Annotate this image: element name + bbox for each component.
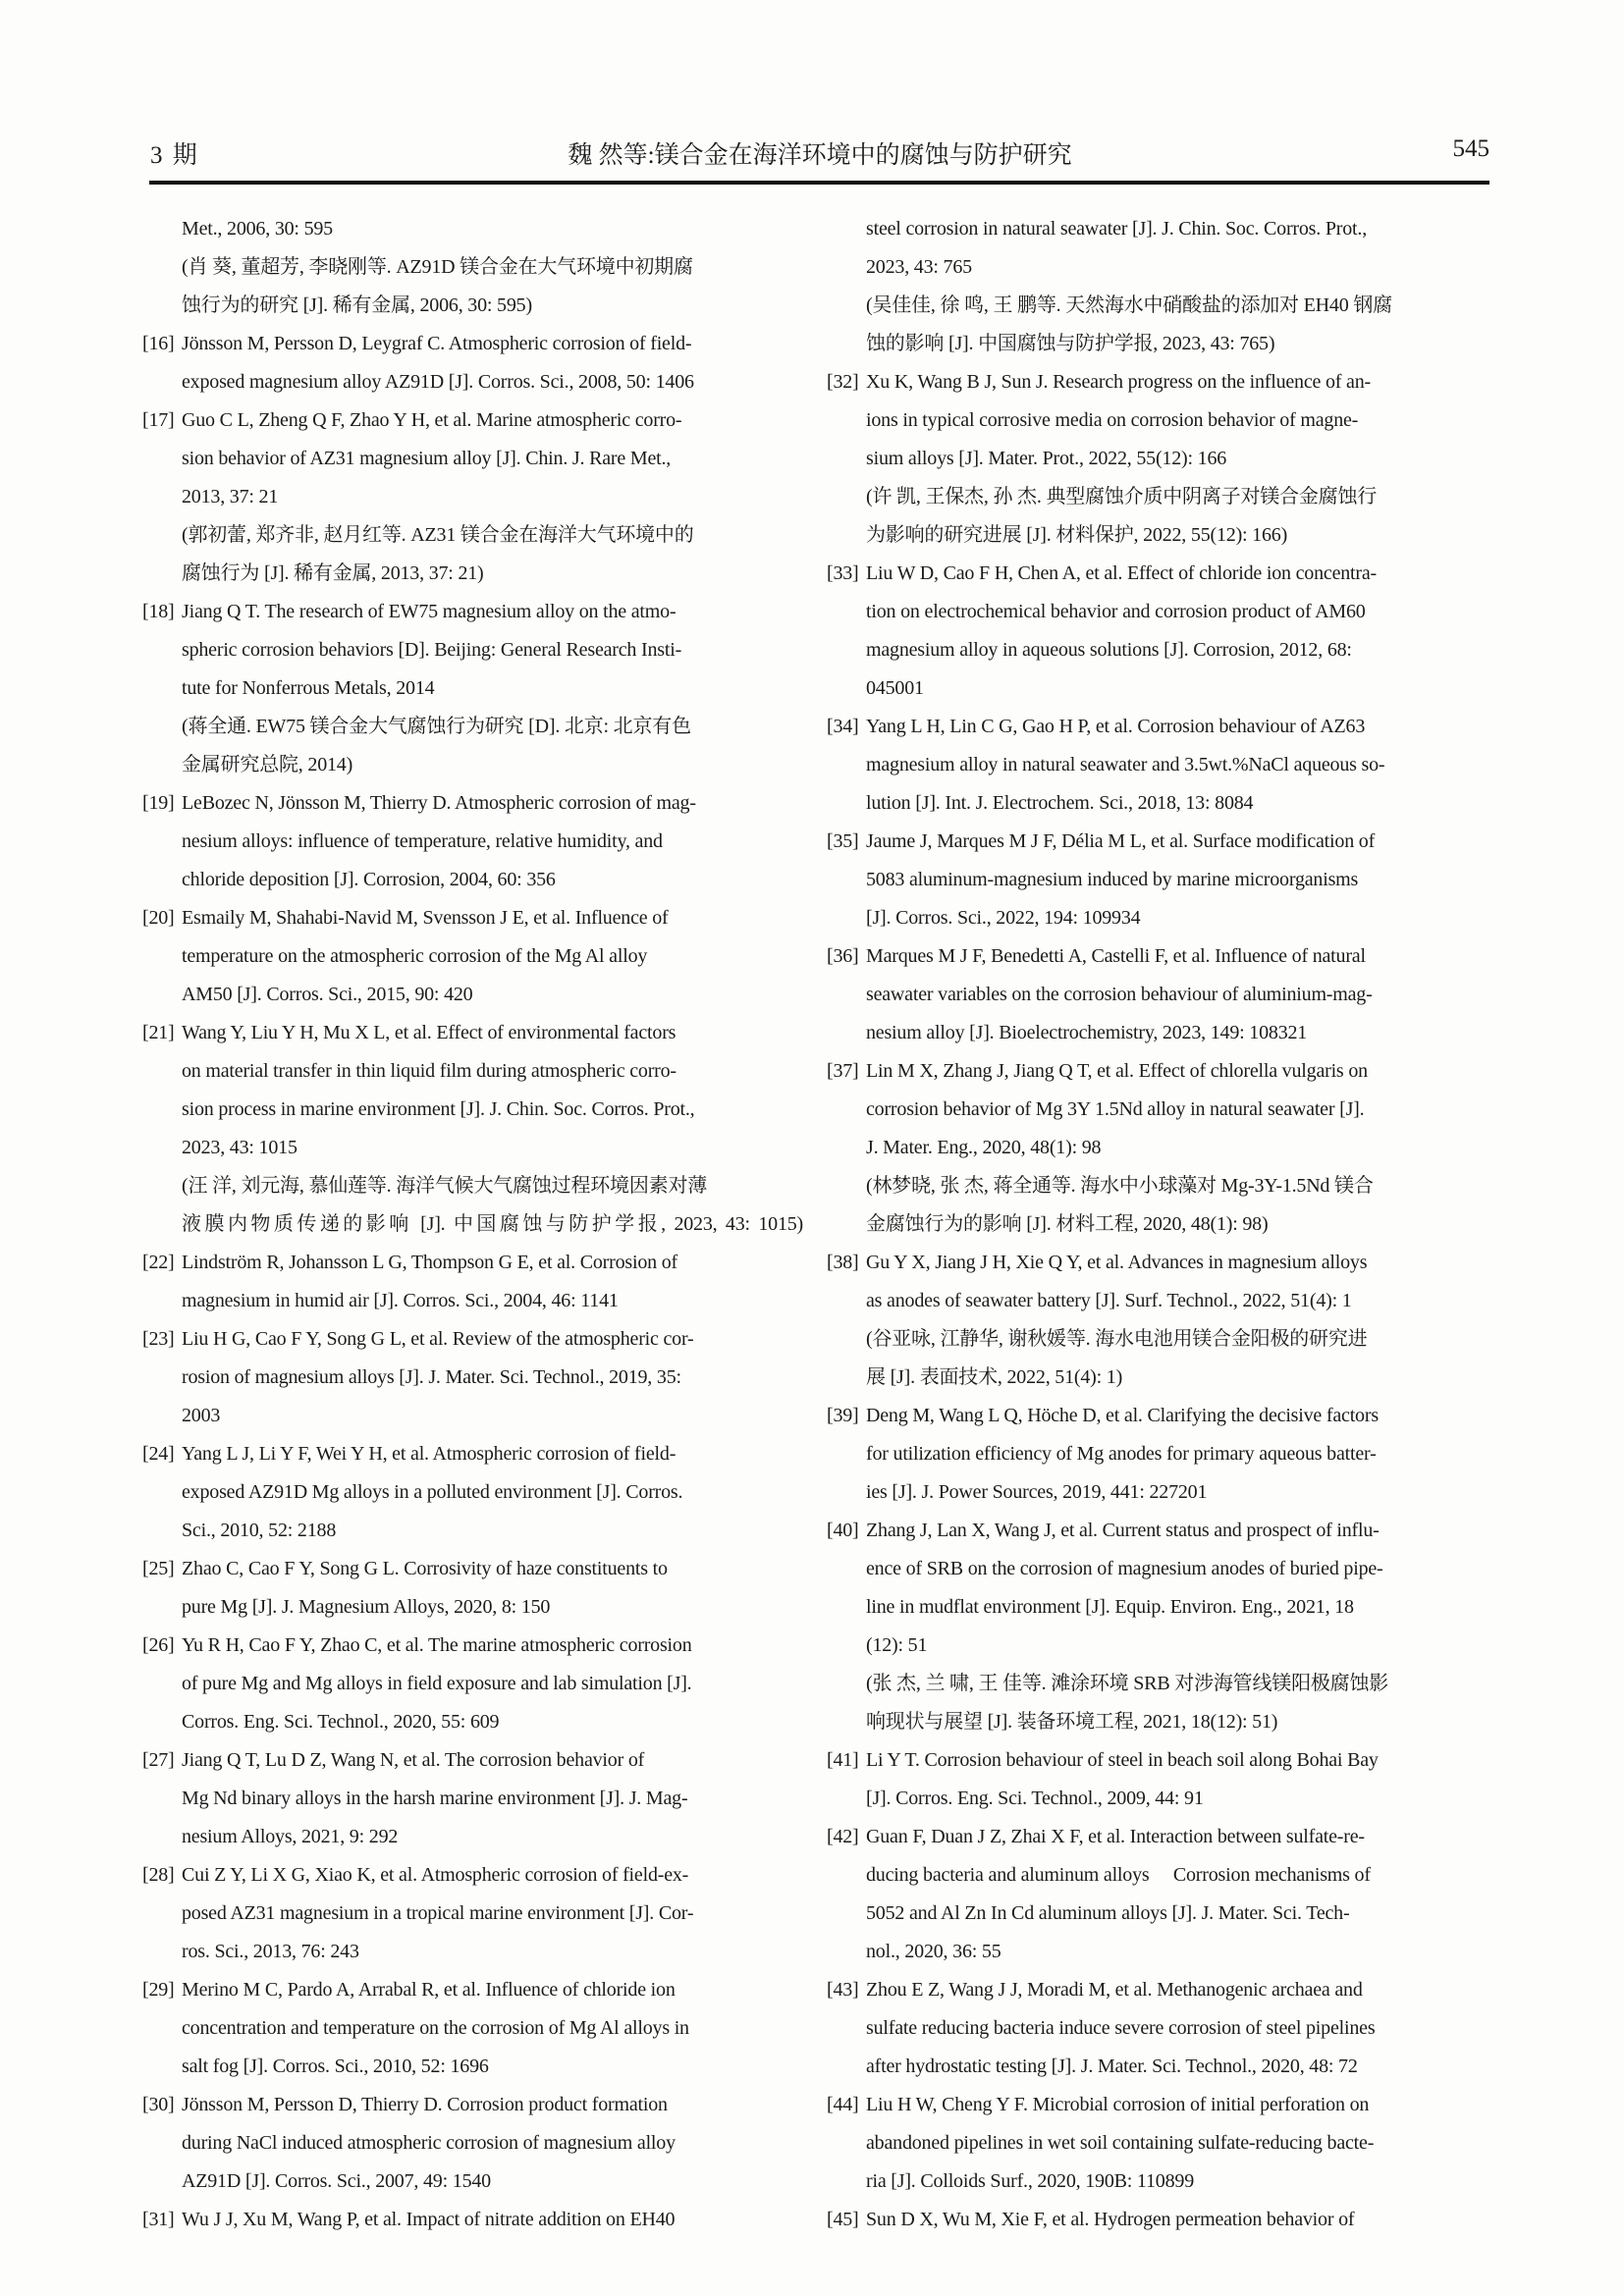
- reference-text: [182, 401, 803, 593]
- reference-text: [182, 210, 803, 325]
- reference-entry: [142, 1856, 803, 1971]
- reference-number: [34]: [827, 716, 859, 737]
- reference-line: 金属研究总院, 2014): [182, 754, 353, 775]
- reference-text: [866, 1244, 1488, 1397]
- reference-line: after hydrostatic testing [J]. J. Mater. Sci. Technol., 2020, 48: 72: [866, 2056, 1358, 2077]
- reference-entry: [142, 899, 803, 1014]
- reference-line: 腐蚀行为 [J]. 稀有金属, 2013, 37: 21): [182, 562, 484, 584]
- reference-number: [24]: [142, 1443, 175, 1465]
- reference-line: (蒋全通. EW75 镁合金大气腐蚀行为研究 [D]. 北京: 北京有色: [182, 716, 691, 737]
- reference-line: (肖 葵, 董超芳, 李晓刚等. AZ91D 镁合金在大气环境中初期腐: [182, 256, 693, 278]
- reference-line: 响现状与展望 [J]. 装备环境工程, 2021, 18(12): 51): [866, 1711, 1278, 1733]
- reference-line: AZ91D [J]. Corros. Sci., 2007, 49: 1540: [182, 2170, 491, 2192]
- issue-label: 3 期: [150, 142, 199, 169]
- reference-line: nesium alloys: influence of temperature, relative humidity, and: [182, 830, 663, 852]
- reference-text: [182, 784, 803, 899]
- reference-entry: [142, 1244, 803, 1320]
- reference-line: spheric corrosion behaviors [D]. Beijing: General Research Insti-: [182, 639, 682, 661]
- reference-entry: [142, 1741, 803, 1856]
- reference-entry: [827, 1397, 1488, 1512]
- reference-text: [182, 1856, 803, 1971]
- reference-line: (许 凯, 王保杰, 孙 杰. 典型腐蚀介质中阴离子对镁合金腐蚀行: [866, 486, 1378, 507]
- reference-text: [866, 2086, 1488, 2201]
- reference-text: [182, 899, 803, 1014]
- reference-line: on material transfer in thin liquid film during atmospheric corro-: [182, 1060, 677, 1082]
- reference-entry: [827, 2201, 1488, 2239]
- reference-line: as anodes of seawater battery [J]. Surf. Technol., 2022, 51(4): 1: [866, 1290, 1352, 1311]
- reference-number: [36]: [827, 945, 859, 967]
- reference-line: Wu J J, Xu M, Wang P, et al. Impact of nitrate addition on EH40: [182, 2209, 676, 2230]
- reference-line: Yang L H, Lin C G, Gao H P, et al. Corrosion behaviour of AZ63: [866, 716, 1366, 737]
- reference-text: [182, 1627, 803, 1741]
- reference-text: [866, 1052, 1488, 1244]
- reference-line: [J]. Corros. Eng. Sci. Technol., 2009, 44: 91: [866, 1788, 1204, 1809]
- reference-number: [19]: [142, 792, 175, 814]
- reference-text: [182, 2086, 803, 2201]
- reference-entry: [142, 784, 803, 899]
- page-number: 545: [1452, 135, 1489, 162]
- reference-line: Zhou E Z, Wang J J, Moradi M, et al. Methanogenic archaea and: [866, 1979, 1363, 2001]
- reference-line: 液膜内物质传递的影响 [J]. 中国腐蚀与防护学报, 2023, 43: 1015): [182, 1213, 803, 1235]
- reference-line: Met., 2006, 30: 595: [182, 218, 333, 240]
- reference-line: sion process in marine environment [J]. J. Chin. Soc. Corros. Prot.,: [182, 1098, 695, 1120]
- reference-entry: [142, 325, 803, 401]
- reference-text: [866, 555, 1488, 708]
- reference-entry: [827, 1244, 1488, 1397]
- reference-line: (张 杰, 兰 啸, 王 佳等. 滩涂环境 SRB 对涉海管线镁阳极腐蚀影: [866, 1673, 1389, 1694]
- reference-continuation: [827, 210, 1488, 363]
- reference-entry: [142, 1550, 803, 1627]
- running-title: 魏 然等:镁合金在海洋环境中的腐蚀与防护研究: [568, 142, 1072, 169]
- reference-line: exposed magnesium alloy AZ91D [J]. Corros. Sci., 2008, 50: 1406: [182, 371, 694, 393]
- reference-line: sulfate reducing bacteria induce severe corrosion of steel pipelines: [866, 2017, 1376, 2039]
- header-rule: [149, 181, 1489, 185]
- reference-line: seawater variables on the corrosion behaviour of aluminium-mag-: [866, 984, 1373, 1005]
- reference-number: [32]: [827, 371, 859, 393]
- reference-line: AM50 [J]. Corros. Sci., 2015, 90: 420: [182, 984, 473, 1005]
- reference-line: Corros. Eng. Sci. Technol., 2020, 55: 609: [182, 1711, 500, 1733]
- reference-line: 2023, 43: 1015: [182, 1137, 298, 1158]
- reference-number: [33]: [827, 562, 859, 584]
- reference-line: J. Mater. Eng., 2020, 48(1): 98: [866, 1137, 1102, 1158]
- reference-line: 蚀的影响 [J]. 中国腐蚀与防护学报, 2023, 43: 765): [866, 333, 1275, 354]
- reference-line: Jaume J, Marques M J F, Délia M L, et al. Surface modification of: [866, 830, 1376, 852]
- reference-text: [866, 1971, 1488, 2086]
- reference-line: steel corrosion in natural seawater [J]. J. Chin. Soc. Corros. Prot.,: [866, 218, 1367, 240]
- reference-number: [31]: [142, 2209, 175, 2230]
- reference-line: (汪 洋, 刘元海, 慕仙莲等. 海洋气候大气腐蚀过程环境因素对薄: [182, 1175, 708, 1197]
- page-header: [150, 135, 1489, 175]
- reference-text: [866, 210, 1488, 363]
- reference-line: (林梦晓, 张 杰, 蒋全通等. 海水中小球藻对 Mg-3Y-1.5Nd 镁合: [866, 1175, 1374, 1197]
- reference-number: [21]: [142, 1022, 175, 1043]
- reference-text: [866, 2201, 1488, 2239]
- reference-text: [866, 937, 1488, 1052]
- reference-line: Cui Z Y, Li X G, Xiao K, et al. Atmospheric corrosion of field-ex-: [182, 1864, 689, 1886]
- reference-line: Lindström R, Johansson L G, Thompson G E, et al. Corrosion of: [182, 1252, 677, 1273]
- reference-number: [20]: [142, 907, 175, 929]
- reference-line: Guo C L, Zheng Q F, Zhao Y H, et al. Marine atmospheric corro-: [182, 409, 682, 431]
- reference-line: Esmaily M, Shahabi-Navid M, Svensson J E, et al. Influence of: [182, 907, 669, 929]
- reference-line: Guan F, Duan J Z, Zhai X F, et al. Interaction between sulfate-re-: [866, 1826, 1365, 1847]
- reference-number: [45]: [827, 2209, 859, 2230]
- reference-line: abandoned pipelines in wet soil containing sulfate-reducing bacte-: [866, 2132, 1375, 2154]
- reference-line: 5083 aluminum-magnesium induced by marine microorganisms: [866, 869, 1359, 890]
- reference-entry: [827, 363, 1488, 555]
- reference-number: [26]: [142, 1634, 175, 1656]
- reference-line: 金腐蚀行为的影响 [J]. 材料工程, 2020, 48(1): 98): [866, 1213, 1269, 1235]
- reference-text: [182, 2201, 803, 2239]
- reference-line: nesium Alloys, 2021, 9: 292: [182, 1826, 399, 1847]
- reference-number: [28]: [142, 1864, 175, 1886]
- reference-line: lution [J]. Int. J. Electrochem. Sci., 2018, 13: 8084: [866, 792, 1254, 814]
- reference-line: Jönsson M, Persson D, Thierry D. Corrosion product formation: [182, 2094, 668, 2115]
- reference-line: [J]. Corros. Sci., 2022, 194: 109934: [866, 907, 1141, 929]
- reference-text: [182, 1971, 803, 2086]
- reference-line: nesium alloy [J]. Bioelectrochemistry, 2023, 149: 108321: [866, 1022, 1308, 1043]
- reference-entry: [827, 823, 1488, 937]
- reference-number: [30]: [142, 2094, 175, 2115]
- reference-text: [866, 823, 1488, 937]
- reference-number: [827, 210, 866, 248]
- reference-text: [866, 363, 1488, 555]
- reference-number: [41]: [827, 1749, 859, 1771]
- reference-entry: [142, 1014, 803, 1244]
- reference-entry: [142, 1971, 803, 2086]
- reference-number: [38]: [827, 1252, 859, 1273]
- reference-line: 为影响的研究进展 [J]. 材料保护, 2022, 55(12): 166): [866, 524, 1288, 546]
- reference-continuation: [142, 210, 803, 325]
- reference-line: Wang Y, Liu Y H, Mu X L, et al. Effect of environmental factors: [182, 1022, 677, 1043]
- reference-entry: [827, 1818, 1488, 1971]
- reference-line: temperature on the atmospheric corrosion of the Mg Al alloy: [182, 945, 648, 967]
- reference-number: [29]: [142, 1979, 175, 2001]
- reference-number: [35]: [827, 830, 859, 852]
- reference-line: Mg Nd binary alloys in the harsh marine environment [J]. J. Mag-: [182, 1788, 688, 1809]
- references-left-column: [142, 210, 803, 2239]
- reference-line: (吴佳佳, 徐 鸣, 王 鹏等. 天然海水中硝酸盐的添加对 EH40 钢腐: [866, 294, 1392, 316]
- reference-entry: [142, 2086, 803, 2201]
- reference-line: 2003: [182, 1405, 221, 1426]
- reference-line: Liu H G, Cao F Y, Song G L, et al. Review of the atmospheric cor-: [182, 1328, 694, 1350]
- reference-entry: [142, 1320, 803, 1435]
- reference-line: concentration and temperature on the corrosion of Mg Al alloys in: [182, 2017, 689, 2039]
- reference-line: tute for Nonferrous Metals, 2014: [182, 677, 435, 699]
- reference-text: [182, 1014, 803, 1244]
- reference-number: [43]: [827, 1979, 859, 2001]
- reference-line: 2023, 43: 765: [866, 256, 972, 278]
- reference-text: [866, 1397, 1488, 1512]
- reference-text: [182, 1320, 803, 1435]
- reference-line: Li Y T. Corrosion behaviour of steel in beach soil along Bohai Bay: [866, 1749, 1379, 1771]
- reference-line: (12): 51: [866, 1634, 928, 1656]
- reference-line: Jiang Q T, Lu D Z, Wang N, et al. The corrosion behavior of: [182, 1749, 645, 1771]
- reference-line: 蚀行为的研究 [J]. 稀有金属, 2006, 30: 595): [182, 294, 532, 316]
- reference-entry: [142, 401, 803, 593]
- reference-line: rosion of magnesium alloys [J]. J. Mater. Sci. Technol., 2019, 35:: [182, 1366, 681, 1388]
- reference-text: [182, 1550, 803, 1627]
- reference-number: [18]: [142, 601, 175, 622]
- reference-number: [22]: [142, 1252, 175, 1273]
- reference-entry: [827, 555, 1488, 708]
- reference-line: Deng M, Wang L Q, Höche D, et al. Clarifying the decisive factors: [866, 1405, 1379, 1426]
- reference-line: 2013, 37: 21: [182, 486, 279, 507]
- reference-line: ria [J]. Colloids Surf., 2020, 190B: 110899: [866, 2170, 1194, 2192]
- reference-line: 展 [J]. 表面技术, 2022, 51(4): 1): [866, 1366, 1123, 1388]
- reference-line: ies [J]. J. Power Sources, 2019, 441: 227201: [866, 1481, 1208, 1503]
- reference-number: [142, 210, 182, 248]
- reference-line: Zhang J, Lan X, Wang J, et al. Current status and prospect of influ-: [866, 1520, 1380, 1541]
- reference-number: [25]: [142, 1558, 175, 1579]
- reference-line: magnesium alloy in aqueous solutions [J]. Corrosion, 2012, 68:: [866, 639, 1352, 661]
- reference-entry: [827, 937, 1488, 1052]
- reference-line: nol., 2020, 36: 55: [866, 1941, 1001, 1962]
- reference-line: pure Mg [J]. J. Magnesium Alloys, 2020, 8: 150: [182, 1596, 551, 1618]
- reference-text: [866, 1741, 1488, 1818]
- reference-line: Merino M C, Pardo A, Arrabal R, et al. Influence of chloride ion: [182, 1979, 676, 2001]
- reference-entry: [827, 708, 1488, 823]
- reference-line: Liu H W, Cheng Y F. Microbial corrosion of initial perforation on: [866, 2094, 1370, 2115]
- reference-text: [866, 1818, 1488, 1971]
- reference-number: [17]: [142, 409, 175, 431]
- reference-line: magnesium in humid air [J]. Corros. Sci., 2004, 46: 1141: [182, 1290, 619, 1311]
- reference-text: [182, 1244, 803, 1320]
- reference-line: ence of SRB on the corrosion of magnesium anodes of buried pipe-: [866, 1558, 1383, 1579]
- reference-number: [23]: [142, 1328, 175, 1350]
- reference-line: Gu Y X, Jiang J H, Xie Q Y, et al. Advances in magnesium alloys: [866, 1252, 1368, 1273]
- reference-line: 045001: [866, 677, 924, 699]
- reference-line: magnesium alloy in natural seawater and 3.5wt.%NaCl aqueous so-: [866, 754, 1385, 775]
- reference-number: [16]: [142, 333, 175, 354]
- reference-line: Jönsson M, Persson D, Leygraf C. Atmospheric corrosion of field-: [182, 333, 692, 354]
- reference-line: Yu R H, Cao F Y, Zhao C, et al. The marine atmospheric corrosion: [182, 1634, 692, 1656]
- reference-line: Lin M X, Zhang J, Jiang Q T, et al. Effect of chlorella vulgaris on: [866, 1060, 1368, 1082]
- reference-line: sion behavior of AZ31 magnesium alloy [J]. Chin. J. Rare Met.,: [182, 448, 672, 469]
- reference-entry: [827, 1512, 1488, 1741]
- reference-line: salt fog [J]. Corros. Sci., 2010, 52: 1696: [182, 2056, 489, 2077]
- reference-line: Marques M J F, Benedetti A, Castelli F, et al. Influence of natural: [866, 945, 1366, 967]
- reference-entry: [142, 1435, 803, 1550]
- reference-entry: [827, 1052, 1488, 1244]
- reference-line: line in mudflat environment [J]. Equip. Environ. Eng., 2021, 18: [866, 1596, 1354, 1618]
- reference-entry: [827, 1741, 1488, 1818]
- reference-line: chloride deposition [J]. Corrosion, 2004, 60: 356: [182, 869, 556, 890]
- reference-text: [182, 593, 803, 784]
- reference-line: (郭初蕾, 郑齐非, 赵月红等. AZ31 镁合金在海洋大气环境中的: [182, 524, 694, 546]
- reference-text: [182, 325, 803, 401]
- reference-entry: [142, 593, 803, 784]
- reference-entry: [827, 1971, 1488, 2086]
- reference-text: [182, 1741, 803, 1856]
- reference-line: posed AZ31 magnesium in a tropical marine environment [J]. Cor-: [182, 1902, 694, 1924]
- reference-line: ducing bacteria and aluminum alloys Corrosion mechanisms of: [866, 1864, 1371, 1886]
- reference-text: [866, 1512, 1488, 1741]
- reference-line: during NaCl induced atmospheric corrosion of magnesium alloy: [182, 2132, 676, 2154]
- reference-line: 5052 and Al Zn In Cd aluminum alloys [J]. J. Mater. Sci. Tech-: [866, 1902, 1350, 1924]
- reference-line: Sun D X, Wu M, Xie F, et al. Hydrogen permeation behavior of: [866, 2209, 1355, 2230]
- reference-number: [42]: [827, 1826, 859, 1847]
- reference-number: [40]: [827, 1520, 859, 1541]
- reference-text: [182, 1435, 803, 1550]
- reference-line: Xu K, Wang B J, Sun J. Research progress on the influence of an-: [866, 371, 1371, 393]
- reference-entry: [142, 2201, 803, 2239]
- reference-line: corrosion behavior of Mg 3Y 1.5Nd alloy in natural seawater [J].: [866, 1098, 1365, 1120]
- reference-entry: [142, 1627, 803, 1741]
- reference-line: for utilization efficiency of Mg anodes for primary aqueous batter-: [866, 1443, 1377, 1465]
- reference-line: Jiang Q T. The research of EW75 magnesium alloy on the atmo-: [182, 601, 677, 622]
- reference-number: [27]: [142, 1749, 175, 1771]
- reference-line: sium alloys [J]. Mater. Prot., 2022, 55(12): 166: [866, 448, 1227, 469]
- reference-line: (谷亚咏, 江静华, 谢秋媛等. 海水电池用镁合金阳极的研究进: [866, 1328, 1368, 1350]
- reference-line: Liu W D, Cao F H, Chen A, et al. Effect of chloride ion concentra-: [866, 562, 1377, 584]
- reference-line: ions in typical corrosive media on corrosion behavior of magne-: [866, 409, 1359, 431]
- reference-line: of pure Mg and Mg alloys in field exposure and lab simulation [J].: [182, 1673, 692, 1694]
- reference-line: tion on electrochemical behavior and corrosion product of AM60: [866, 601, 1366, 622]
- reference-line: Sci., 2010, 52: 2188: [182, 1520, 337, 1541]
- reference-number: [44]: [827, 2094, 859, 2115]
- reference-text: [866, 708, 1488, 823]
- reference-entry: [827, 2086, 1488, 2201]
- reference-line: LeBozec N, Jönsson M, Thierry D. Atmospheric corrosion of mag-: [182, 792, 696, 814]
- reference-number: [39]: [827, 1405, 859, 1426]
- reference-line: Zhao C, Cao F Y, Song G L. Corrosivity of haze constituents to: [182, 1558, 668, 1579]
- reference-line: ros. Sci., 2013, 76: 243: [182, 1941, 359, 1962]
- reference-line: exposed AZ91D Mg alloys in a polluted environment [J]. Corros.: [182, 1481, 683, 1503]
- reference-number: [37]: [827, 1060, 859, 1082]
- reference-line: Yang L J, Li Y F, Wei Y H, et al. Atmospheric corrosion of field-: [182, 1443, 677, 1465]
- references-right-column: [827, 210, 1488, 2239]
